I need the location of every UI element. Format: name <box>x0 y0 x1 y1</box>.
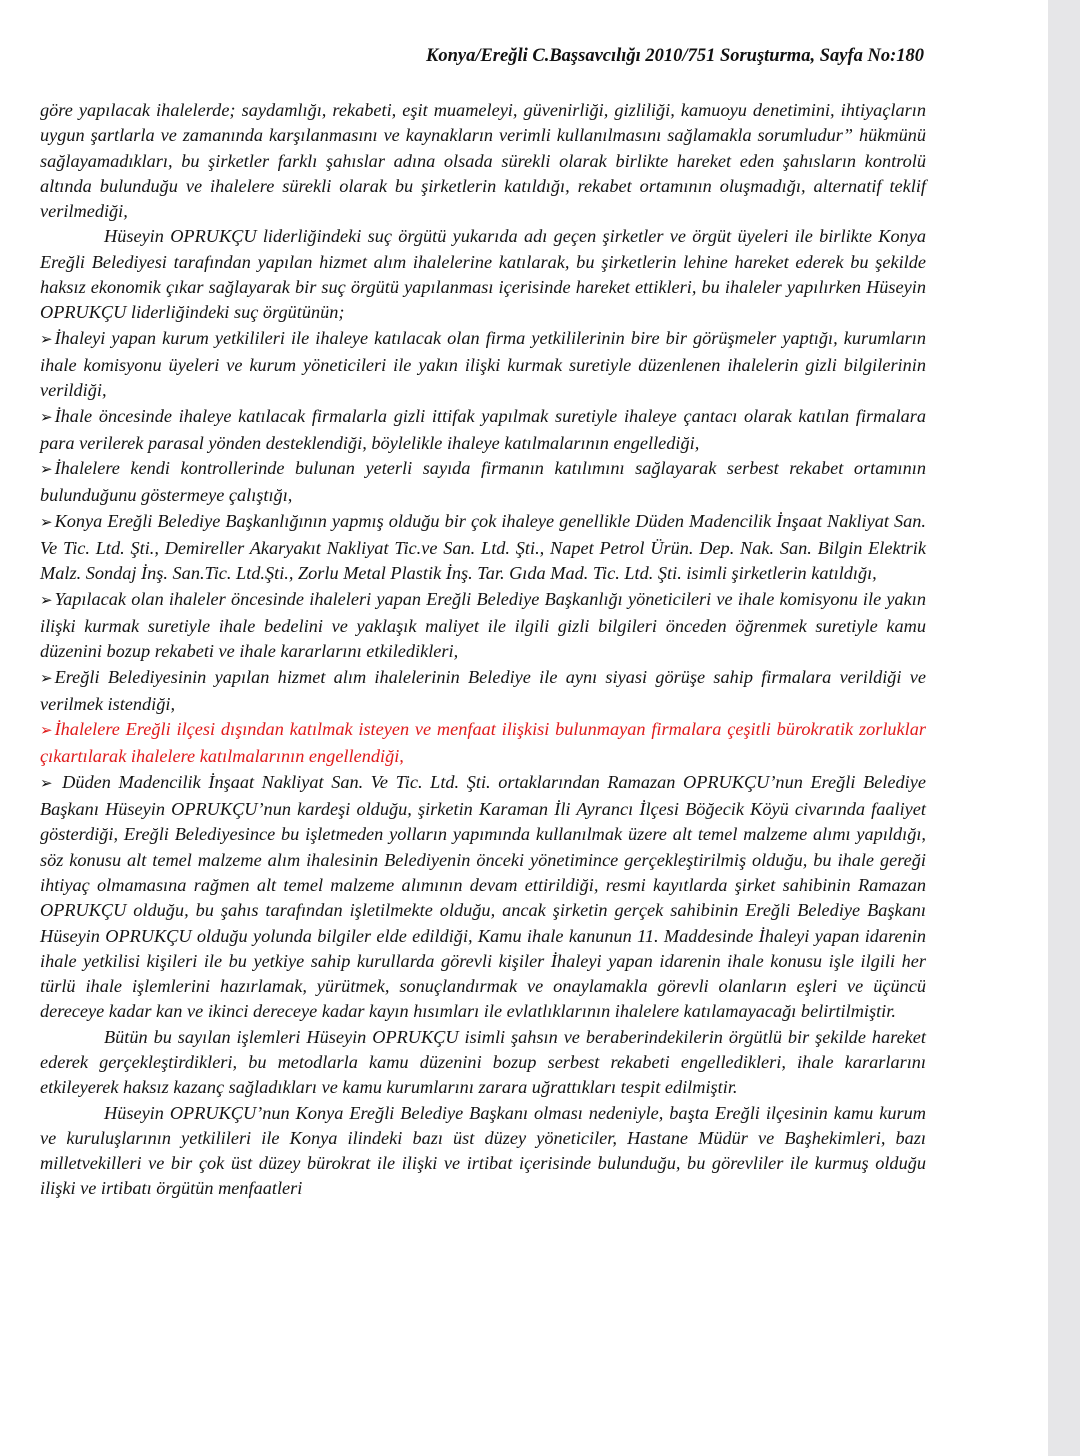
arrow-bullet-icon: ➢ <box>40 592 53 609</box>
paragraph: göre yapılacak ihalelerde; saydamlığı, rekabeti, eşit muameleyi, güvenirliği, gizliliği, kamuoyu denetimini, ihtiyaçların uygun şartlarla ve zamanında karşılanmasını ve kaynakların verimli kullanılmasını sağlamakla sorumludur” hükmünü sağlayamadıkları, bu şirketler farklı şahıslar adına olsada sürekli olarak birlikte hareket eden şahısların kontrolü altında bulunduğu ve ihalelere sürekli olarak bu şirketlerin katıldığı, rekabet ortamının oluşmadığı, alternatif teklif verilmediği, <box>40 100 926 222</box>
bullet-item <box>40 404 926 457</box>
bullet-text: Konya Ereğli Belediye Başkanlığının yapmış olduğu bir çok ihaleye genellikle Düden Madencilik İnşaat Nakliyat San. Ve Tic. Ltd. Şti., Demireller Akaryakıt Nakliyat Tic.ve San. Ltd. Şti., Napet Petrol Ürün. Dep. Nak. San. Bilgin Elektrik Malz. Sondaj İnş. San.Tic. Ltd.Şti., Zorlu Metal Plastik İnş. Tar. Gıda Mad. Tic. Ltd. Şti. isimli şirketlerin katıldığı, <box>40 510 926 584</box>
bullet-text: İhaleyi yapan kurum yetkilileri ile ihaleye katılacak olan firma yetkililerinin bire bir görüşmeler yaptığı, kurumların ihale komisyonu üyeleri ve kurum yöneticileri ile yakın ilişki kurmak suretiyle düzenlenen ihalelerin gizli bilgilerinin verildiği, <box>40 327 926 401</box>
arrow-bullet-icon: ➢ <box>40 670 53 687</box>
bullet-item <box>40 770 926 1025</box>
arrow-bullet-icon: ➢ <box>40 462 53 479</box>
bullet-text: İhale öncesinde ihaleye katılacak firmalarla gizli ittifak yapılmak suretiyle ihaleye çantacı olarak katılan firmalara para verilerek parasal yönden desteklendiği, böylelikle ihaleye katılmalarının engellediği, <box>40 405 926 453</box>
bullet-item <box>40 456 926 509</box>
bullet-item <box>40 665 926 718</box>
bullet-text: Ereğli Belediyesinin yapılan hizmet alım ihalelerinin Belediye ile aynı siyasi görüşe sahip firmalara verildiği ve verilmek istendiği, <box>40 666 926 714</box>
arrow-bullet-icon: ➢ <box>40 331 53 348</box>
paragraph: Hüseyin OPRUKÇU’nun Konya Ereğli Belediye Başkanı olması nedeniyle, başta Ereğli ilçesinin kamu kurum ve kuruluşlarının yetkilileri ile Konya ilindeki bazı üst düzey yöneticiler, Hastane Müdür ve Başhekimleri, bazı milletvekilleri ve bir çok üst düzey bürokrat ile ilişki ve irtibat içerisinde bulunduğu, bu görevliler ile kurmuş olduğu ilişki ve irtibatı örgütün menfaatleri <box>40 1102 926 1199</box>
bullet-text: Yapılacak olan ihaleler öncesinde ihaleleri yapan Ereğli Belediye Başkanlığı yöneticileri ve ihale komisyonu ile yakın ilişki kurmak suretiyle ihale bedelini ve yaklaşık maliyet ile ilgili gizli bilgileri önceden öğrenmek suretiyle kamu düzenini bozup rekabeti ve ihale kararlarını etkiledikleri, <box>40 588 926 662</box>
arrow-bullet-icon: ➢ <box>40 775 53 792</box>
page-header: Konya/Ereğli C.Başsavcılığı 2010/751 Soruşturma, Sayfa No:180 <box>425 46 924 66</box>
bullet-text: Düden Madencilik İnşaat Nakliyat San. Ve Tic. Ltd. Şti. ortaklarından Ramazan OPRUKÇU’nun Ereğli Belediye Başkanı Hüseyin OPRUKÇU’nun kardeşi olduğu, şirketin Karaman İli Ayrancı İlçesi Böğecik Köyü civarında faaliyet gösterdiği, Ereğli Belediyesince bu işletmeden yolların yapımında kullanılmak üzere alt temel malzeme alımı yapıldığı, söz konusu alt temel malzeme alım ihalesinin Belediyenin önceki yönetimince gerçekleştirilmiş olduğu, bu ihale gereği ihtiyaç olmamasına rağmen alt temel malzeme alımının devam ettirildiği, resmi kayıtlarda şirket sahibinin Ramazan OPRUKÇU olduğu, bu şahıs tarafından işletilmekte olduğu, ancak şirketin gerçek sahibinin Ereğli Belediye Başkanı Hüseyin OPRUKÇU olduğu yolunda bilgiler elde edildiği, Kamu ihale kanunun 11. Maddesinde İhaleyi yapan idarenin ihale yetkilisi kişileri ile bu yetkiye sahip kurullarda görevli kişiler İhaleyi yapan idarenin ihale konusu işle ilgili her türlü ihale işlemlerini hazırlamak, yürütmek, sonuçlandırmak ve onaylamakla görevli olanların eşleri ve üçüncü dereceye kadar kan ve ikinci dereceye kadar kayın hısımları ile evlatlıklarının ihalelere katılamayacağı belirtilmiştir. <box>40 771 926 1022</box>
paragraph: Bütün bu sayılan işlemleri Hüseyin OPRUKÇU isimli şahsın ve beraberindekilerin örgütlü bir şekilde hareket ederek gerçekleştirdikleri, bu metodlarla kamu düzenini bozup serbest rekabeti engelledikleri, ihale kararlarını etkileyerek haksız kazanç sağladıkları ve kamu kurumlarını zarara uğrattıkları tespit edilmiştir. <box>40 1026 926 1098</box>
document-body <box>40 98 926 1202</box>
arrow-bullet-icon: ➢ <box>40 409 53 426</box>
highlighted-bullet-item <box>40 717 926 770</box>
viewer-margin <box>1048 0 1080 1456</box>
paragraph: Hüseyin OPRUKÇU liderliğindeki suç örgütü yukarıda adı geçen şirketler ve örgüt üyeleri ile birlikte Konya Ereğli Belediyesi tarafından yapılan hizmet alım ihalelerine katılarak, bu şirketlerin lehine hareket ederek bu şekilde haksız ekonomik çıkar sağlayarak bir suç örgütü yapılanması içerisinde hareket ettikleri, bu ihaleler yapılırken Hüseyin OPRUKÇU liderliğindeki suç örgütünün; <box>40 226 926 323</box>
bullet-item <box>40 587 926 665</box>
bullet-item <box>40 326 926 404</box>
arrow-bullet-icon: ➢ <box>40 723 53 740</box>
bullet-text: İhalelere kendi kontrollerinde bulunan yeterli sayıda firmanın katılımını sağlayarak serbest rekabet ortamının bulunduğunu göstermeye çalıştığı, <box>40 458 926 506</box>
bullet-item <box>40 509 926 587</box>
arrow-bullet-icon: ➢ <box>40 514 53 531</box>
bullet-text: İhalelere Ereğli ilçesi dışından katılmak isteyen ve menfaat ilişkisi bulunmayan firmalara çeşitli bürokratik zorluklar çıkartılarak ihalelere katılmalarının engellendiği, <box>40 719 926 767</box>
